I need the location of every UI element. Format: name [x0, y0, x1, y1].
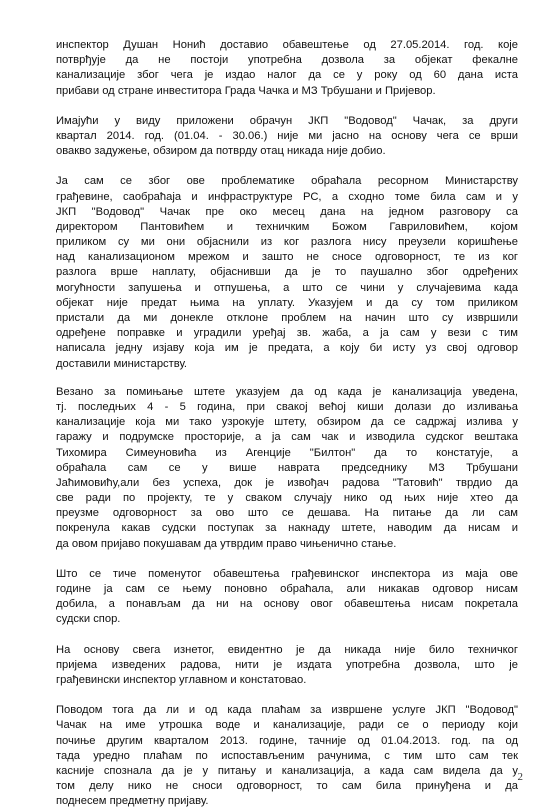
text-line: пристали да ми донекле отклоне проблем на начин што су извршили [56, 312, 518, 325]
text-line: поднесем предметну пријаву. [56, 795, 209, 808]
text-line: Поводом тога да ли и од када плаћам за извршене услуге ЈКП "Водовод" [56, 704, 518, 717]
text-line: објекат није предат њима на уплату. Указујем и да су том приликом [56, 296, 518, 309]
paragraph-payments [56, 703, 518, 809]
text-line: тј. последњих 4 - 5 година, при свакој већој киши долази до изливања [56, 400, 518, 413]
paragraph-inspector-notice [56, 38, 518, 99]
text-line: доставили министарству. [56, 357, 188, 370]
text-line: приликом су ми они објаснили из ког разлога нису преузели коришћење [56, 236, 518, 249]
text-line: обраћала сам се у више наврата председнику МЗ Трбушани [56, 461, 518, 474]
text-line: године ја сам се њему поновно обраћала, али никакав одговор нисам [56, 583, 518, 596]
text-line: пријема изведених радова, нити је издата употребна дозвола, што је [56, 658, 518, 671]
text-line: гаражу и подрумске просторије, а ја сам чак и изводила судског вештака [56, 431, 518, 444]
text-line: инспектор Душан Нонић доставио обавештење од 27.05.2014. год. које [56, 39, 518, 51]
text-line: написала једну изјаву која им је предата, а коју би исту уз свој одговор [56, 342, 518, 355]
paragraph-gap [56, 628, 518, 643]
text-line: потврђује да не постоји употребна дозвола за објекат фекалне [56, 54, 518, 67]
text-line: директором Пантовићем и техничким Божом Гавриловићем, којом [56, 220, 518, 233]
paragraph-gap [56, 552, 518, 567]
paragraph-inspector-followup [56, 567, 518, 628]
text-line: квартал 2014. год. (01.04. - 30.06.) није ми јасно на основу чега се врши [56, 129, 518, 142]
text-line: одређене поправке и уградили уређај зв. жаба, а ја сам у вези с тим [56, 327, 518, 340]
text-line: канализације због чега је издао налог да се у року од 60 дана иста [56, 69, 518, 82]
paragraph-gap [56, 99, 518, 114]
text-line: све ради по пројекту, те у сваком случају нико од њих није хтео да [56, 492, 518, 505]
text-line: канализације која ми тако узрокује штету, обзиром да се садржај излива у [56, 416, 518, 429]
text-line: прибави од стране инвеститора Града Чачка и МЗ Трбушани и Пријевор. [56, 84, 436, 97]
text-line: Чачак на име утрошка воде и канализације, ради се о периоду који [56, 719, 518, 732]
text-line: да овом пријаво покушавам да утврдим право чињенично стање. [56, 537, 397, 550]
text-line: покренула какав судски поступак за накнаду штете, наводим да нисам и [56, 522, 518, 535]
text-line: грађевине, саобраћаја и инфраструктуре РС, а сходно томе била сам и у [56, 190, 518, 203]
text-line: Везано за помињање штете указујем да од када је канализација уведена, [56, 385, 518, 398]
document-body [56, 38, 518, 810]
text-line: разлога врше наплату, објаснивши да је то паушално због одређених [56, 266, 518, 279]
text-line: На основу свега изнетог, евидентно је да никада није било техничког [56, 643, 518, 656]
paragraph-billing [56, 114, 518, 160]
text-line: могућности запушења и отпушења, а што се чини у случајевима када [56, 281, 518, 294]
text-line: ЈКП "Водовод" Чачак пре око месец дана на једном разговору са [56, 205, 518, 218]
text-line: над канализационом мрежом и зашто не сносе одговорност, те из ког [56, 251, 518, 264]
paragraph-conclusion [56, 643, 518, 689]
text-line: касније спознала да је у питању и канализација, а када сам видела да у [56, 764, 518, 777]
page-number: 2 [517, 771, 523, 783]
paragraph-damage [56, 385, 518, 552]
text-line: Јаћимовићу,али без успеха, док је извођач радова "Татовић" тврдио да [56, 476, 518, 489]
text-line: преузме одговорност за ово што се дешава. На питање да ли сам [56, 507, 518, 520]
text-line: Што се тиче поменутог обавештења грађевинског инспектора из маја ове [56, 567, 518, 580]
text-line: том делу нико не сноси одговорност, то сам била принуђена и да [56, 780, 518, 793]
text-line: добила, а понављам да ни на основу овог обавештења нисам покретала [56, 598, 518, 611]
paragraph-gap [56, 372, 518, 385]
text-line: почиње другим кварталом 2013. године, тачније од 01.04.2013. год. па од [56, 734, 518, 747]
text-line: судски спор. [56, 613, 121, 626]
paragraph-ministry [56, 174, 518, 371]
text-line: тада уредно плаћам по испостављеним рачунима, с тим што сам тек [56, 749, 518, 762]
paragraph-gap [56, 688, 518, 703]
text-line: Тихомира Симеуновића из Агенције "Билтон" да то констатује, а [56, 446, 518, 459]
text-line: грађевински инспектор углавном и констатовао. [56, 674, 307, 687]
text-line: овакво задужење, обзиром да потврду отац никада није добио. [56, 145, 386, 158]
paragraph-gap [56, 159, 518, 174]
text-line: Имајући у виду приложени обрачун ЈКП "Водовод" Чачак, за други [56, 114, 518, 127]
text-line: Ја сам се због ове проблематике обраћала ресорном Министарству [56, 175, 518, 188]
